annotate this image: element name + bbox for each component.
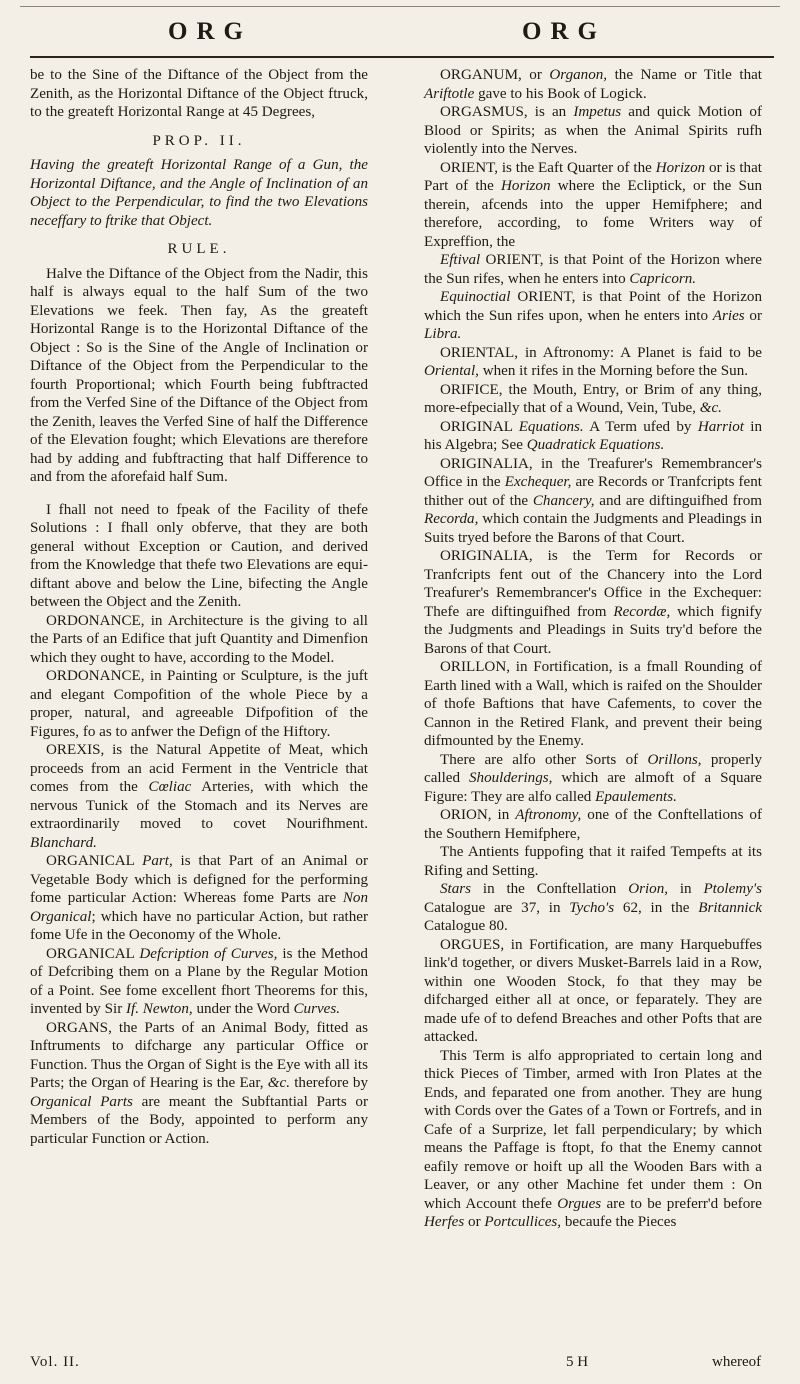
entry-oriental: ORIENTAL, in Aftronomy: A Planet is faid to be Oriental, when it rifes in the Morning before the Sun. [424, 344, 762, 379]
entry-orion: ORION, in Aftronomy, one of the Conftellations of the Southern Hemifphere, [424, 807, 762, 842]
rule-paragraph: Halve the Diftance of the Object from the Nadir, this half is always equal to the half Sum of the two Elevations we feek. Then fay, As the greateft Horizontal Range is to the Horizontal Diftance of the Object : So is the Sine of the Angle of Inclination or Diftance of the Object from the Perpendicular to the fourth Proportional; which Fourth being fubftracted from the Verfed Sine of the Diftance of the Object from the Zenith, leaves the Verfed Sine of half the Difference of the Elevation fought; which Elevations are therefore had by adding and fubftracting that half Difference to and from the aforefaid half Sum. [30, 265, 368, 485]
entry-orillon-sorts: There are alfo other Sorts of Orillons, properly called Shoulderings, which are almoft of a Square Figure: They are alfo called Epaulements. [424, 751, 762, 805]
facility-paragraph: I fhall not need to fpeak of the Facility of thefe Solutions : I fhall only obferve, that they are both general without Exception or Caution, and derived from the Knowledge that thefe two Elevations are equi-diftant above and below the Line, bifecting the Angle between the Object and the Zenith. [30, 501, 368, 610]
entry-orillon: ORILLON, in Fortification, is a fmall Rounding of Earth lined with a Wall, which is raifed on the Shoulder of thofe Baftions that have Cafements, to cover the Cannon in the Retired Flank, and prevent their being difmounted by the Enemy. [424, 659, 762, 749]
prop-continuation: be to the Sine of the Diftance of the Object from the Zenith, as the Horizontal Diftance of the Object ftruck, to the greateft Horizontal Range at 45 Degrees, [30, 67, 368, 120]
entry-organical-part: ORGANICAL Part, is that Part of an Animal or Vegetable Body which is defigned for the performing fome particular Action: Whereas fome Parts are Non Organical; which have no particular Action, but rather fome Ufe in the Oeconomy of the Whole. [30, 853, 368, 943]
entry-estival-orient: Eftival ORIENT, is that Point of the Horizon where the Sun rifes, when he enters into Capricorn. [424, 252, 762, 287]
entry-orion-stars: Stars in the Conftellation Orion, in Ptolemy's Catalogue are 37, in Tycho's 62, in the Britannick Catalogue 80. [424, 881, 762, 934]
entry-orgues-timber: This Term is alfo appropriated to certain long and thick Pieces of Timber, armed with Iron Plates at the Ends, and feparated one from another. They are hung with Cords over the Gates of a Town or Fortrefs, and in Cafe of a Surprize, let fall perpendiculary; by which means the Paffage is ftopt, fo that the Enemy cannot eafily remove or hoift up all the Wooden Bars with a Leaver, or any other Machine fet under them : On which Account thefe Orgues are to be preferr'd before Herfes or Portcullices, becaufe the Pieces [424, 1047, 762, 1230]
entry-ordonance-painting: ORDONANCE, in Painting or Sculpture, is the juft and elegant Compofition of the whole Piece by a proper, natural, and agreeable Difpofition of the Figures, fo as to anfwer the Defign of the Hiftory. [30, 668, 368, 740]
entry-orifice: ORIFICE, the Mouth, Entry, or Brim of any thing, more-efpecially that of a Wound, Vein, Tube, &c. [424, 381, 762, 416]
rule-heading: RULE. [167, 241, 231, 257]
prop-statement: Having the greateft Horizontal Range of a Gun, the Horizontal Diftance, and the Angle of Inclination of an Object to the Perpendicular, to find the two Elevations neceffary to ftrike that Object. [30, 157, 368, 229]
entry-organs: ORGANS, the Parts of an Animal Body, fitted as Inftruments to difcharge any particular Office or Function. Thus the Organ of Sight is the Eye with all its Parts; the Organ of Hearing is the Ear, &c. therefore by Organical Parts are meant the Subftantial Parts or Members of the Body, appointed to perform any particular Function or Action. [30, 1019, 369, 1147]
right-column [424, 66, 762, 1232]
entry-original-equations: ORIGINAL Equations. A Term ufed by Harriot in his Algebra; See Quadratick Equations. [424, 418, 763, 453]
entry-originalia-2: ORIGINALIA, is the Term for Records or Tranfcripts fent out of the Chancery into the Lord Treafurer's Remembrancer's Office in the Exchequer: Thefe are diftinguifhed from Recordæ, which fignify the Judgments and Pleadings in Suits try'd before the Barons of that Court. [424, 548, 762, 657]
volume-number: Vol. II. [30, 1354, 80, 1370]
entry-orion-antients: The Antients fuppofing that it raifed Tempefts at its Rifing and Setting. [424, 844, 762, 879]
page-edge-line [20, 6, 780, 7]
entry-orgues: ORGUES, in Fortification, are many Harquebuffes link'd together, or divers Musket-Barrels laid in a Row, within one Wooden Stock, fo that they may be difcharged either all at once, or feparately. They are made ufe of to defend Breaches and other Pofts that are attacked. [424, 936, 762, 1045]
running-head-left: ORG [168, 18, 252, 45]
catchword: whereof [712, 1354, 762, 1370]
entry-orgasmus: ORGASMUS, is an Impetus and quick Motion of Blood or Spirits; as when the Animal Spirits rufh violently into the Nerves. [424, 104, 762, 157]
entry-orient: ORIENT, is the Eaft Quarter of the Horizon or is that Part of the Horizon where the Ecliptick, or the Sun therein, afcends into the upper Hemifphere; and therefore, according, to fome Writers way of Expreffion, the [424, 159, 762, 250]
entry-organical-description: ORGANICAL Defcription of Curves, is the Method of Defcribing them on a Plane by the Regular Motion of a Point. See fome excellent fhort Theorems for this, invented by Sir If. Newton, under the Word Curves. [30, 945, 368, 1017]
entry-originalia-1: ORIGINALIA, in the Treafurer's Remembrancer's Office in the Exchequer, are Records or Tranfcripts fent thither out of the Chancery, and are diftinguifhed from Recorda, which contain the Judgments and Pleadings in Suits tryed before the Barons of that Court. [424, 455, 762, 546]
running-head-right: ORG [522, 18, 606, 45]
left-column [30, 66, 368, 1148]
entry-ordonance-architecture: ORDONANCE, in Architecture is the giving to all the Parts of an Edifice that juft Quantity and Dimenfion which they ought to have, according to the Model. [30, 612, 368, 666]
entry-equinoctial-orient: Equinoctial ORIENT, is that Point of the Horizon which the Sun rifes upon, when he enters into Aries or Libra. [424, 289, 762, 342]
entry-organum: ORGANUM, or Organon, the Name or Title that Ariftotle gave to his Book of Logick. [424, 67, 763, 102]
entry-orexis: OREXIS, is the Natural Appetite of Meat, which proceeds from an acid Ferment in the Ventricle that comes from the Cœliac Arteries, with which the nervous Tunick of the Stomach and its Nerves are extraordinarily moved to covet Nourifhment. Blanchard. [30, 742, 368, 851]
header-rule [30, 56, 774, 58]
signature-mark: 5 H [566, 1354, 589, 1370]
prop-heading: PROP. II. [152, 132, 246, 149]
